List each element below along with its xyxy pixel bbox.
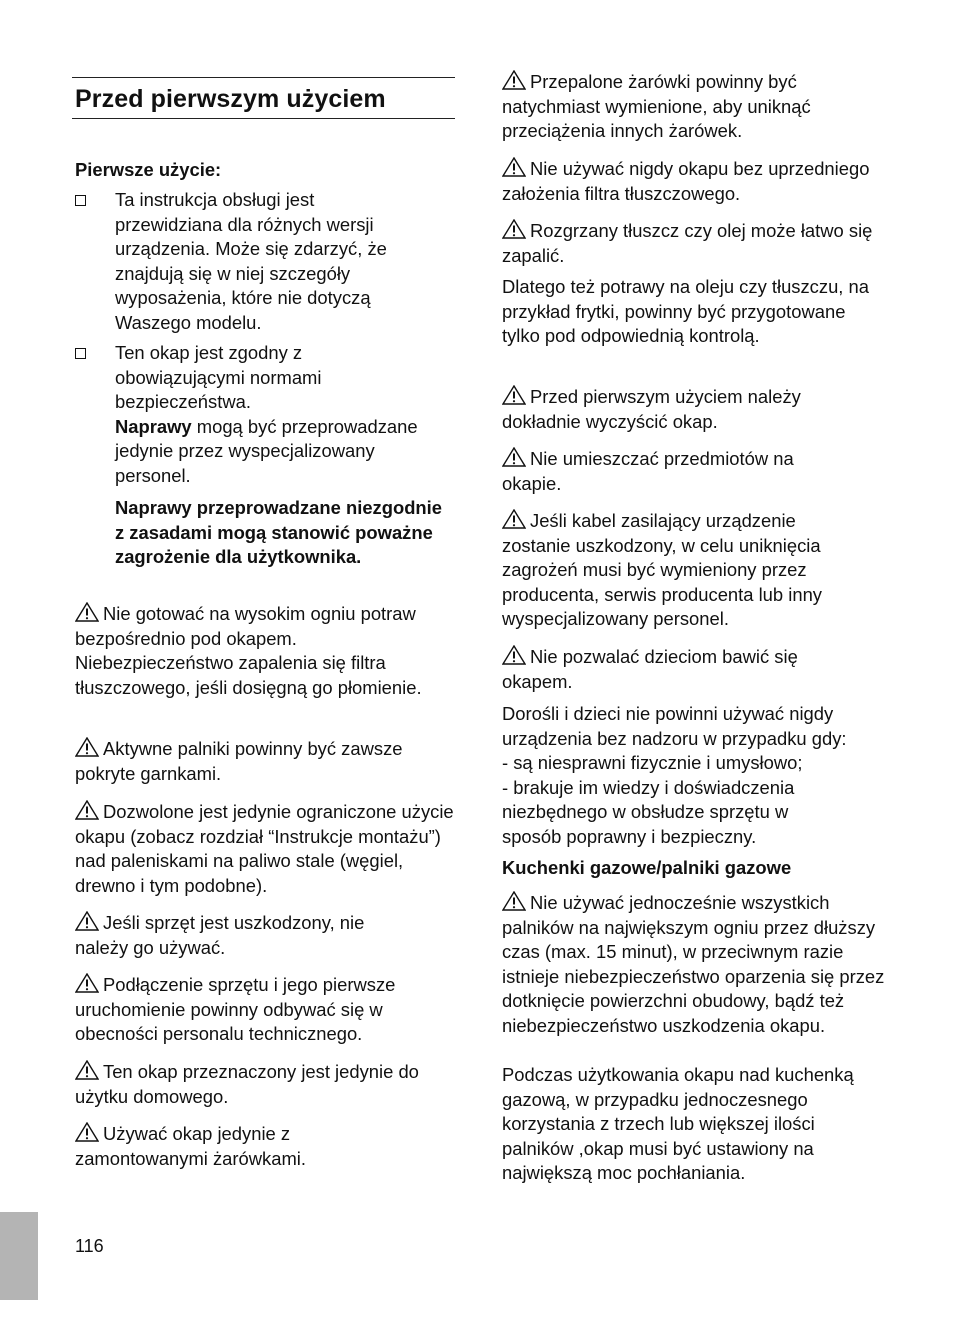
checkbox-bullet-icon [75,348,86,359]
warning-triangle-icon [502,509,526,529]
warning-triangle-icon [75,911,99,931]
paragraph-line: - są niesprawni fizycznie i umysłowo; [502,752,803,773]
warning-triangle-icon [75,737,99,757]
warning-triangle-icon [502,645,526,665]
warning-item: Używać okap jedynie z zamontowanymi żarówkami. [75,1123,306,1169]
warning-triangle-icon [75,1122,99,1142]
paragraph: Dlatego też potrawy na oleju czy tłuszczu, na przykład frytki, powinny być przygotowane tylko pod odpowiednią kontrolą. [502,276,869,346]
warning-item: Aktywne palniki powinny być zawsze pokryte garnkami. [75,738,403,784]
warning-item: Przepalone żarówki powinny być natychmiast wymienione, aby uniknąć przeciążenia innych żarówek. [502,71,811,141]
warning-triangle-icon [502,385,526,405]
bullet-text-group [115,341,460,570]
warning-item: Rozgrzany tłuszcz czy olej może łatwo się zapalić. [502,220,873,266]
warning-triangle-icon [75,1060,99,1080]
warning-item: Ten okap przeznaczony jest jedynie do użytku domowego. [75,1061,419,1107]
bullet-text: Ta instrukcja obsługi jest przewidziana dla różnych wersji urządzenia. Może się zdarzyć, że znajdują się w niej szczegóły wyposażenia, które nie dotyczą Waszego modelu. [115,189,387,333]
title-block [72,77,455,119]
paragraph-line: - brakuje im wiedzy i doświadczenia niezbędnego w obsłudze sprzętu w sposób poprawny i bezpieczny. [502,776,795,847]
page-number: 116 [75,1236,104,1256]
warning-item: Jeśli kabel zasilający urządzenie zostanie uszkodzony, w celu uniknięcia zagrożeń musi być wymieniony przez producenta, serwis producenta lub inny wyspecjalizowany personel. [502,510,822,629]
warning-triangle-icon [502,70,526,90]
warning-item: Nie pozwalać dzieciom bawić się okapem. [502,646,798,692]
warning-item: Jeśli sprzęt jest uszkodzony, nie należy go używać. [75,912,365,958]
bullet-text: Ten okap jest zgodny z obowiązującymi normami bezpieczeństwa. [115,342,322,412]
warning-triangle-icon [75,602,99,622]
thumb-tab [0,1212,38,1300]
warning-triangle-icon [75,800,99,820]
checkbox-bullet-icon [75,195,86,206]
warning-item: Nie używać jednocześnie wszystkich palników na największym ogniu przez dłuższy czas (max. 15 minut), w przeciwnym razie istnieje niebezpieczeństwo oparzenia się przez dotknięcie powierzchni obudowy, bądź też niebezpieczeństwo uszkodzenia okapu. [502,892,885,1036]
paragraph: Podczas użytkowania okapu nad kuchenką gazową, w przypadku jednoczesnego korzystania z trzech lub większej ilości palników ,okap musi być ustawiony na największą moc pochłaniania. [502,1064,854,1183]
warning-triangle-icon [502,157,526,177]
repairs-label: Naprawy [115,415,192,437]
warning-item: Dozwolone jest jedynie ograniczone użycie okapu (zobacz rozdział “Instrukcje montażu”) nad paleniskami na paliwo stale (węgiel, drewno i tym podobne). [75,801,454,896]
warning-item: Podłączenie sprzętu i jego pierwsze uruchomienie powinny odbywać się w obecności personalu technicznego. [75,974,396,1044]
warning-item: Nie używać nigdy okapu bez uprzedniego założenia filtra tłuszczowego. [502,158,870,204]
subheading-gas-stoves: Kuchenki gazowe/palniki gazowe [502,857,792,878]
warning-item: Nie gotować na wysokim ogniu potraw bezpośrednio pod okapem. Niebezpieczeństwo zapalenia się filtra tłuszczowego, jeśli dosięgną go płomienie. [75,603,422,698]
warning-triangle-icon [502,891,526,911]
subheading-first-use: Pierwsze użycie: [75,159,222,180]
warning-triangle-icon [502,447,526,467]
paragraph-group [502,702,887,849]
warning-triangle-icon [502,219,526,239]
repairs-warning: Naprawy przeprowadzane niezgodnie z zasadami mogą stanowić poważne zagrożenie dla użytkownika. [115,497,443,567]
warning-item: Nie umieszczać przedmiotów na okapie. [502,448,794,494]
warning-triangle-icon [75,973,99,993]
page-title: Przed pierwszym użyciem [75,85,386,113]
warning-item: Przed pierwszym użyciem należy dokładnie wyczyścić okap. [502,386,801,432]
repairs-text: mogą być przeprowadzane jedynie przez wyspecjalizowany personel. [115,415,418,486]
paragraph: Dorośli i dzieci nie powinni używać nigdy urządzenia bez nadzoru w przypadku gdy: [502,703,847,749]
